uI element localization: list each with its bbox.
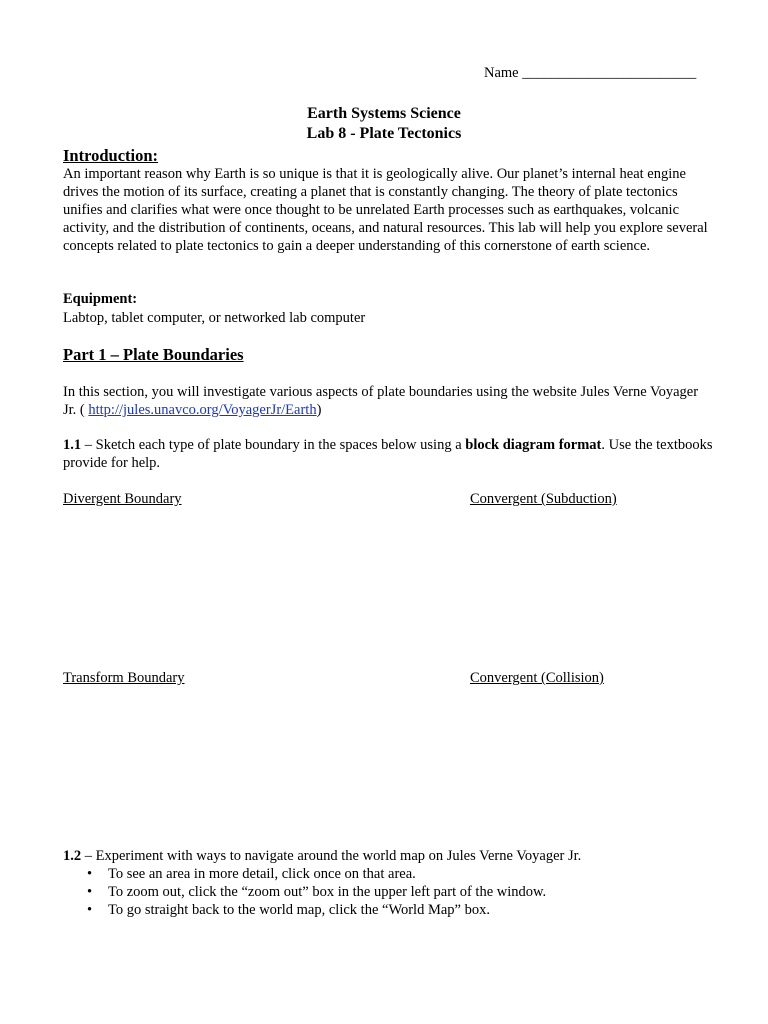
title-line-2: Lab 8 - Plate Tectonics: [306, 125, 462, 142]
document-title: [0, 104, 768, 144]
part1-intro-close: ): [316, 402, 322, 418]
question-1-2-text: – Experiment with ways to navigate around the world map on Jules Verne Voyager Jr.: [81, 848, 582, 864]
transform-boundary-label: Transform Boundary: [63, 670, 185, 686]
question-1-1-text-end: . Use the textbooks provide for help.: [63, 437, 713, 471]
convergent-subduction-sketch-area[interactable]: [470, 512, 730, 662]
introduction-heading: Introduction:: [63, 146, 159, 165]
question-1-1: [63, 436, 713, 472]
part1-intro-paragraph: [63, 383, 713, 419]
equipment-heading: Equipment:: [63, 291, 138, 307]
divergent-boundary-label: Divergent Boundary: [63, 491, 182, 507]
introduction-paragraph: An important reason why Earth is so unique is that it is geologically alive. Our planet’s internal heat engine drives the motion of its surface, creating a planet that is constantly changing. The theory of plate tectonics unifies and clarifies what were once thought to be unrelated Earth processes such as earthquakes, volcanic activity, and the distribution of continents, oceans, and natural resources. This lab will help you explore several concepts related to plate tectonics to gain a deeper understanding of this cornerstone of earth science.: [63, 166, 708, 254]
equipment-text: Labtop, tablet computer, or networked lab computer: [63, 310, 366, 326]
question-1-2: [63, 847, 713, 865]
convergent-collision-sketch-area[interactable]: [470, 691, 730, 841]
list-item: • To zoom out, click the “zoom out” box in the upper left part of the window.: [63, 883, 713, 901]
navigation-tips-list: [63, 865, 713, 919]
convergent-collision-label: Convergent (Collision): [470, 670, 604, 686]
question-1-1-number: 1.1: [63, 437, 82, 453]
question-1-1-emphasis: block diagram format: [465, 437, 602, 453]
name-field-label[interactable]: Name ________________________: [484, 65, 697, 81]
divergent-sketch-area[interactable]: [63, 512, 443, 662]
title-line-1: Earth Systems Science: [307, 105, 461, 122]
part1-heading: Part 1 – Plate Boundaries: [63, 345, 244, 364]
convergent-subduction-label: Convergent (Subduction): [470, 491, 617, 507]
part1-intro-text: In this section, you will investigate various aspects of plate boundaries using the website Jules Verne Voyager Jr. (: [63, 384, 699, 418]
transform-sketch-area[interactable]: [63, 691, 443, 841]
voyager-link[interactable]: http://jules.unavco.org/VoyagerJr/Earth: [88, 402, 317, 418]
question-1-2-number: 1.2: [63, 848, 82, 864]
question-1-1-text: – Sketch each type of plate boundary in the spaces below using a: [81, 437, 466, 453]
list-item: • To see an area in more detail, click once on that area.: [63, 865, 713, 883]
list-item: • To go straight back to the world map, click the “World Map” box.: [63, 901, 713, 919]
